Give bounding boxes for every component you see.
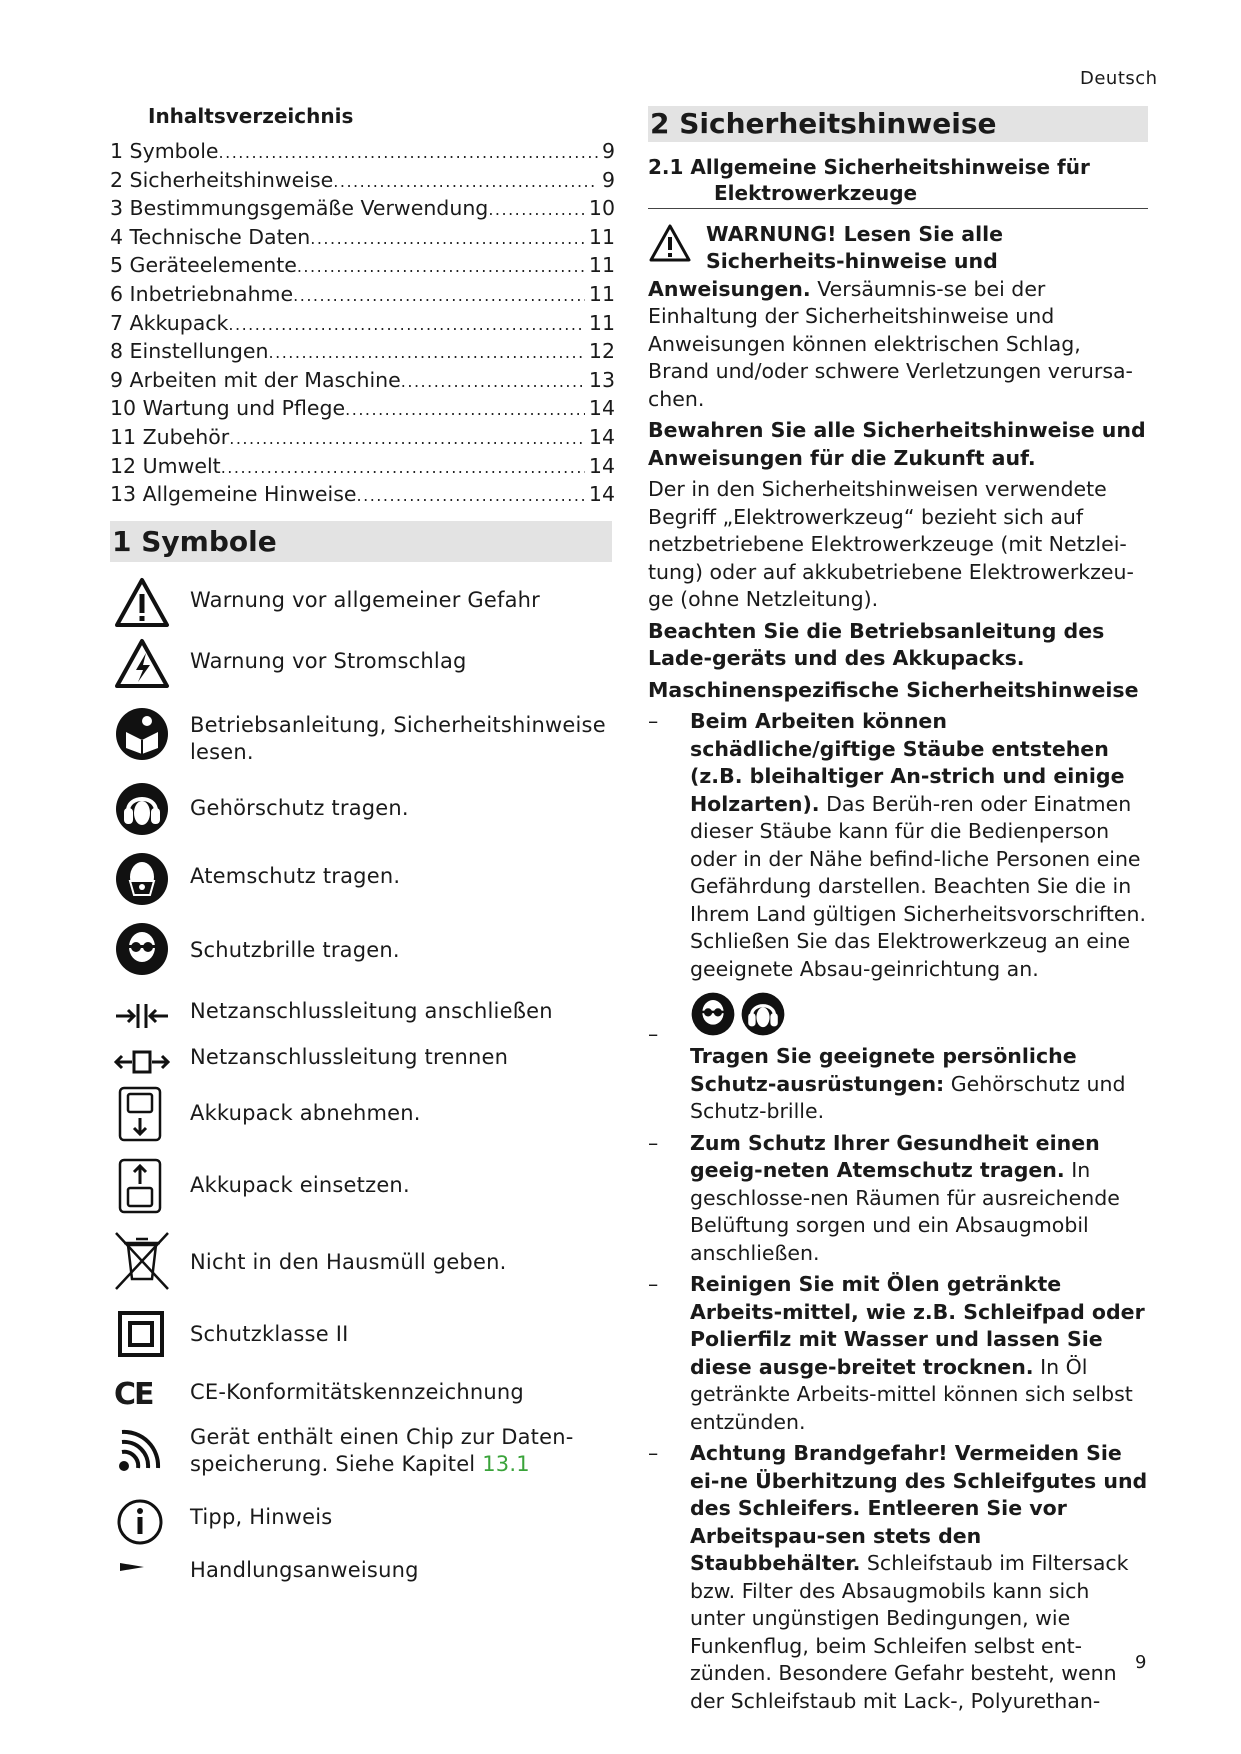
toc-entry-label: 5 Geräteelemente — [110, 253, 297, 278]
subheading-line-1: 2.1 Allgemeine Sicherheitshinweise für — [648, 154, 1090, 179]
toc-leader-dots — [297, 253, 585, 281]
toc-entry-label: 3 Bestimmungsgemäße Verwendung — [110, 196, 489, 221]
toc-entry-label: 7 Akkupack — [110, 310, 229, 335]
read-manual-icon — [114, 706, 170, 762]
toc-entry[interactable] — [110, 367, 615, 396]
safety-subheading — [648, 154, 1148, 209]
warning-triangle-icon — [114, 575, 170, 631]
safety-goggles-icon — [114, 921, 170, 977]
keep-instructions: Bewahren Sie alle Sicherheitshinweise und Anweisungen für die Zukunft auf. — [648, 418, 1146, 470]
toc-leader-dots — [401, 368, 585, 396]
symbol-text: Schutzbrille tragen. — [190, 938, 400, 962]
symbol-row — [110, 851, 630, 911]
toc-entry[interactable] — [110, 453, 615, 482]
symbol-text: Warnung vor Stromschlag — [190, 649, 467, 673]
symbol-text: CE-Konformitätskennzeichnung — [190, 1380, 524, 1404]
toc-entry-label: 1 Symbole — [110, 139, 219, 163]
toc-entry[interactable] — [110, 424, 615, 453]
toc-entry-label: 2 Sicherheitshinweise — [110, 167, 334, 192]
language-label: Deutsch — [1080, 68, 1158, 89]
toc-entry-page: 11 — [588, 224, 615, 249]
symbol-text: Akkupack einsetzen. — [190, 1173, 410, 1197]
toc-entry[interactable] — [110, 395, 615, 424]
symbol-row — [110, 1158, 630, 1218]
info-icon — [114, 1496, 170, 1552]
toc-entry[interactable] — [110, 252, 615, 281]
symbol-text: Nicht in den Hausmüll geben. — [190, 1250, 507, 1274]
list-item — [648, 1271, 1148, 1436]
ce-mark-icon: CE — [114, 1377, 153, 1412]
toc-entry[interactable] — [110, 281, 615, 310]
toc-entry[interactable] — [110, 481, 615, 510]
electric-shock-icon — [114, 636, 170, 692]
symbol-row — [110, 1231, 630, 1291]
symbol-text: Akkupack abnehmen. — [190, 1101, 421, 1125]
safety-section — [648, 106, 1148, 1719]
symbol-text: Netzanschlussleitung trennen — [190, 1045, 509, 1069]
list-item-text: Schleifstaub im Filtersack bzw. Filter des Absaugmobils kann sich unter ungünstigen Bedingungen, wie Funkenflug, beim Schleifen selbst ent-zünden. Besondere Gefahr besteht, wenn der Schleifstaub mit Lack-, Polyurethan- — [690, 1551, 1129, 1713]
toc-leader-dots — [357, 482, 585, 510]
list-item — [648, 708, 1148, 983]
toc-entry-label: 4 Technische Daten — [110, 224, 311, 249]
toc-entry-page: 13 — [588, 367, 615, 392]
list-item-bold: Achtung Brandgefahr! Vermeiden Sie ei-ne Überhitzung des Schleifgutes und des Schleifers. Entleeren Sie vor Arbeitspau-sen stets den Staubbehälter. — [690, 1441, 1148, 1575]
symbols-heading: 1 Symbole — [110, 521, 612, 562]
ppe-icons — [690, 991, 1148, 1037]
toc-entry-page: 11 — [588, 253, 615, 278]
toc-entry-label: 13 Allgemeine Hinweise — [110, 482, 357, 507]
toc-leader-dots — [310, 225, 585, 253]
symbol-row — [110, 706, 630, 766]
toc-entry-page: 11 — [588, 281, 615, 306]
symbol-row — [110, 921, 630, 981]
safety-heading: 2 Sicherheitshinweise — [648, 106, 1148, 142]
list-item — [648, 1440, 1148, 1715]
toc-title: Inhaltsverzeichnis — [148, 104, 354, 128]
toc-leader-dots — [219, 139, 598, 167]
toc-entry-page: 11 — [588, 310, 615, 335]
list-dash: – — [648, 1441, 659, 1465]
toc-entry-label: 10 Wartung und Pflege — [110, 396, 346, 421]
list-item-bold: Reinigen Sie mit Ölen getränkte Arbeits-mittel, wie z.B. Schleifpad oder Polierfilz mit Wasser und lassen Sie diese ausge-breitet trocknen. — [690, 1272, 1145, 1379]
list-dash: – — [648, 1022, 659, 1046]
crossed-bin-icon — [114, 1231, 170, 1291]
toc-entry-page: 10 — [588, 196, 615, 221]
toc-entry-page: 14 — [588, 424, 615, 449]
symbol-text: Atemschutz tragen. — [190, 864, 401, 888]
toc-leader-dots — [345, 396, 585, 424]
rfid-chip-icon — [114, 1422, 170, 1478]
toc-entry-label: 12 Umwelt — [110, 453, 221, 478]
symbol-row — [110, 781, 630, 841]
list-dash: – — [648, 709, 659, 733]
list-item-bold: Tragen Sie geeignete persönliche Schutz-ausrüstungen: — [690, 1044, 1077, 1096]
toc-entry[interactable] — [110, 310, 615, 339]
battery-insert-icon — [114, 1158, 170, 1214]
toc-entry-label: 9 Arbeiten mit der Maschine — [110, 367, 401, 392]
toc-entry[interactable] — [110, 138, 615, 167]
page-number: 9 — [1135, 1652, 1147, 1673]
warning-bold: WARNUNG! Lesen Sie alle Sicherheits-hinweise und Anweisungen. — [648, 221, 1004, 301]
toc-leader-dots — [229, 425, 585, 453]
list-dash: – — [648, 1272, 659, 1296]
toc-entry-page: 9 — [601, 167, 615, 192]
term-definition: Der in den Sicherheitshinweisen verwendete Begriff „Elektrowerkzeug“ bezieht sich auf netzbetriebene Elektrowerkzeuge (mit Netzlei-tung) oder auf akkubetriebene Elektrowerkzeu-ge (ohne Netzleitung). — [648, 477, 1134, 611]
toc-leader-dots — [221, 454, 585, 482]
list-item — [648, 991, 1148, 1126]
symbol-text-main: Gerät enthält einen Chip zur Daten-speicherung. Siehe Kapitel — [190, 1425, 574, 1476]
toc-entry-label: 8 Einstellungen — [110, 339, 269, 364]
subheading-line-2: Elektrowerkzeuge — [714, 180, 918, 205]
toc-leader-dots — [333, 168, 598, 196]
machine-heading: Maschinenspezifische Sicherheitshinweise — [648, 677, 1139, 702]
symbol-text: Gehörschutz tragen. — [190, 796, 409, 820]
ear-protection-icon — [114, 781, 170, 837]
list-item-bold: Beim Arbeiten können schädliche/giftige Stäube entstehen (z.B. bleihaltiger An-strich und einige Holzarten). — [690, 709, 1125, 816]
toc-entry-page: 14 — [588, 453, 615, 478]
list-item — [648, 1130, 1148, 1268]
symbol-text: Tipp, Hinweis — [190, 1505, 333, 1529]
symbol-text: Netzanschlussleitung anschließen — [190, 999, 553, 1023]
toc-entry-label: 6 Inbetriebnahme — [110, 281, 294, 306]
symbol-row — [110, 636, 630, 696]
safety-goggles-icon — [690, 991, 736, 1037]
symbol-text: Handlungsanweisung — [190, 1558, 419, 1582]
symbol-text: Schutzklasse II — [190, 1322, 349, 1346]
symbol-row — [110, 1422, 630, 1482]
toc-entry-page: 14 — [588, 396, 615, 421]
list-item-bold: Zum Schutz Ihrer Gesundheit einen geeig-neten Atemschutz tragen. — [690, 1130, 1100, 1182]
toc-entry-page: 9 — [601, 139, 615, 163]
symbol-row — [110, 1086, 630, 1146]
arrow-right-icon — [114, 1551, 170, 1607]
list-item-text: Das Berüh-ren oder Einatmen dieser Stäube kann für die Bedienperson oder in der Nähe befind-liche Personen eine Gefährdung darstellen. Beachten Sie die in Ihrem Land gültigen Sicherheitsvorschriften. Schließen Sie das Elektrowerkzeug an eine geeignete Absau-geinrichtung an. — [690, 791, 1147, 981]
toc-leader-dots — [228, 311, 585, 339]
list-item-text: Gehörschutz und Schutz-brille. — [690, 1071, 1126, 1123]
charger-note: Beachten Sie die Betriebsanleitung des Lade-geräts und des Akkupacks. — [648, 618, 1105, 670]
chapter-link[interactable]: 13.1 — [482, 1452, 530, 1476]
list-dash: – — [648, 1130, 659, 1155]
warning-text: Versäumnis-se bei der Einhaltung der Sicherheitshinweise und Anweisungen können elektrischen Schlag, Brand und/oder schwere Verletzungen verursa-chen. — [648, 276, 1133, 411]
toc-list — [110, 138, 615, 510]
toc-entry[interactable] — [110, 167, 615, 196]
symbol-row — [110, 1551, 630, 1611]
toc-leader-dots — [488, 196, 585, 224]
list-item-text: In geschlosse-nen Räumen für ausreichende Belüftung sorgen und ein Absaugmobil anschließen. — [690, 1158, 1120, 1265]
toc-leader-dots — [269, 339, 585, 367]
list-item-text: In Öl getränkte Arbeits-mittel können sich selbst entzünden. — [690, 1354, 1133, 1434]
symbol-text — [190, 1424, 630, 1478]
battery-remove-icon — [114, 1086, 170, 1142]
toc-entry-label: 11 Zubehör — [110, 424, 230, 449]
toc-leader-dots — [293, 282, 585, 310]
warning-triangle-icon — [648, 223, 692, 263]
symbol-text: Warnung vor allgemeiner Gefahr — [190, 588, 541, 612]
toc-entry-page: 14 — [588, 482, 615, 507]
symbol-row — [110, 1496, 630, 1556]
ear-protection-icon — [740, 991, 786, 1037]
symbol-row — [110, 575, 630, 635]
toc-entry-page: 12 — [588, 339, 615, 364]
warning-paragraph — [648, 221, 1148, 414]
symbol-row — [110, 1307, 630, 1367]
table-of-contents — [110, 104, 615, 510]
toc-entry[interactable] — [110, 195, 615, 224]
symbol-text: Betriebsanleitung, Sicherheitshinweise lesen. — [190, 713, 606, 764]
protection-class-ii-icon — [114, 1307, 170, 1363]
respirator-icon — [114, 851, 170, 907]
toc-entry[interactable] — [110, 224, 615, 253]
toc-entry[interactable] — [110, 338, 615, 367]
